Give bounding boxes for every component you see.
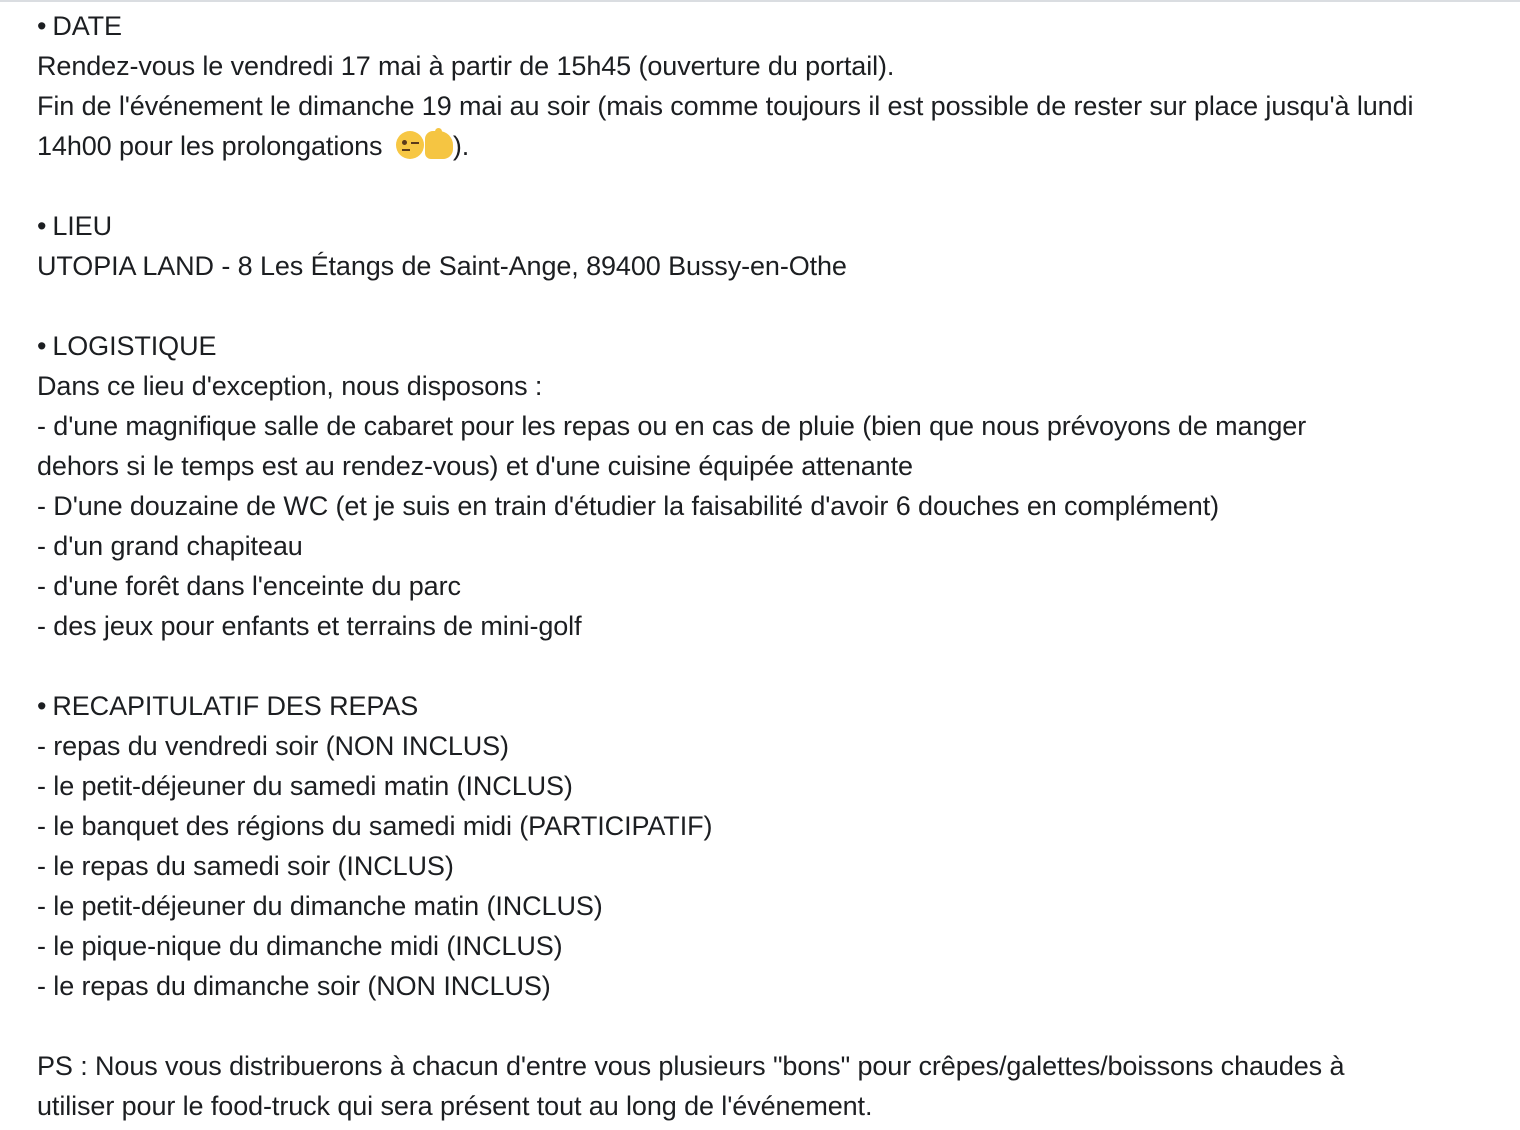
date-end-close: ). (452, 131, 470, 161)
spacer (37, 286, 1497, 326)
list-item: - le petit-déjeuner du dimanche matin (INCLUS) (37, 891, 603, 921)
ps-line-1: PS : Nous vous distribuerons à chacun d'entre vous plusieurs "bons" pour crêpes/galettes/boissons chaudes à (37, 1051, 1345, 1081)
ps-line-2: utiliser pour le food-truck qui sera présent tout au long de l'événement. (37, 1091, 873, 1121)
list-item: - le petit-déjeuner du samedi matin (INCLUS) (37, 771, 573, 801)
list-item: - d'un grand chapiteau (37, 531, 303, 561)
spacer (37, 166, 1497, 206)
lieu-address: UTOPIA LAND - 8 Les Étangs de Saint-Ange, 89400 Bussy-en-Othe (37, 251, 847, 281)
bullet: • (37, 11, 47, 41)
post-body (37, 6, 1497, 1126)
list-item: - d'une forêt dans l'enceinte du parc (37, 571, 461, 601)
call-me-hand-icon (425, 131, 453, 159)
section-title-date (37, 6, 1497, 46)
winking-face-icon (396, 131, 424, 159)
bullet: • (37, 211, 47, 241)
list-item: - des jeux pour enfants et terrains de mini-golf (37, 611, 582, 641)
list-item: - le repas du dimanche soir (NON INCLUS) (37, 971, 551, 1001)
date-line-start: Rendez-vous le vendredi 17 mai à partir de 15h45 (ouverture du portail). (37, 51, 895, 81)
list-item: - D'une douzaine de WC (et je suis en train d'étudier la faisabilité d'avoir 6 douches en complément) (37, 491, 1220, 521)
list-item: - d'une magnifique salle de cabaret pour les repas ou en cas de pluie (bien que nous prévoyons de manger (37, 411, 1307, 441)
spacer (37, 646, 1497, 686)
date-end-text: Fin de l'événement le dimanche 19 mai au soir (mais comme toujours il est possible de rester sur place jusqu'à lundi 14h00 pour les prolongations (37, 91, 1414, 161)
section-title-label: LIEU (52, 211, 112, 241)
section-title-repas (37, 686, 1497, 726)
top-divider (0, 0, 1520, 2)
section-title-label: LOGISTIQUE (52, 331, 217, 361)
bullet: • (37, 691, 47, 721)
section-title-lieu (37, 206, 1497, 246)
date-line-end (37, 86, 1487, 166)
logistique-intro: Dans ce lieu d'exception, nous disposons : (37, 371, 543, 401)
list-item: - le banquet des régions du samedi midi (PARTICIPATIF) (37, 811, 713, 841)
list-item: - repas du vendredi soir (NON INCLUS) (37, 731, 509, 761)
list-item: - le repas du samedi soir (INCLUS) (37, 851, 454, 881)
bullet: • (37, 331, 47, 361)
section-title-label: RECAPITULATIF DES REPAS (52, 691, 419, 721)
spacer (37, 1006, 1497, 1046)
list-item: - le pique-nique du dimanche midi (INCLUS) (37, 931, 563, 961)
section-title-label: DATE (52, 11, 122, 41)
section-title-logistique (37, 326, 1497, 366)
list-item: dehors si le temps est au rendez-vous) et d'une cuisine équipée attenante (37, 451, 913, 481)
